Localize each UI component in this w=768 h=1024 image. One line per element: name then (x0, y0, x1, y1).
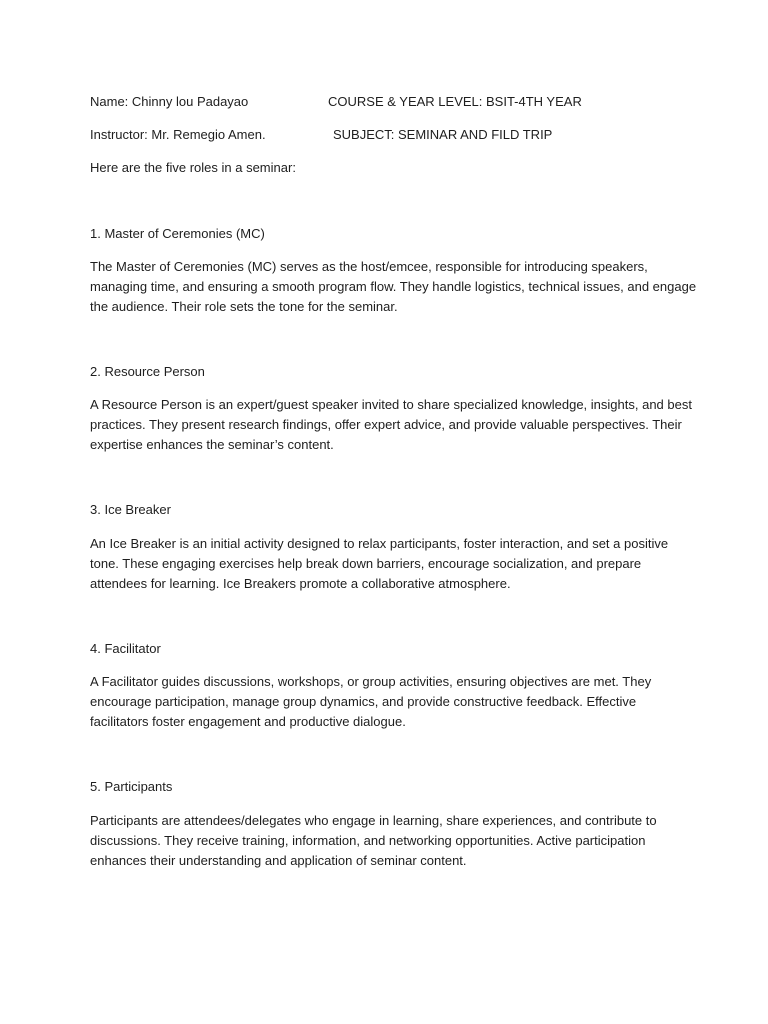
student-name: Name: Chinny lou Padayao (90, 94, 249, 109)
paragraph-line: facilitators foster engagement and productive dialogue. (90, 714, 406, 729)
role-heading: 5. Participants (90, 779, 173, 794)
role-heading: 1. Master of Ceremonies (MC) (90, 226, 265, 241)
paragraph-line: tone. These engaging exercises help break down barriers, encourage socialization, and prepare (90, 556, 642, 571)
role-description (90, 811, 690, 871)
role-heading: 2. Resource Person (90, 364, 205, 379)
role-description (90, 672, 690, 732)
paragraph-line: A Resource Person is an expert/guest speaker invited to share specialized knowledge, insights, and best (90, 397, 692, 412)
instructor-name: Instructor: Mr. Remegio Amen. (90, 127, 266, 142)
subject: SUBJECT: SEMINAR AND FILD TRIP (333, 127, 553, 142)
paragraph-line: the audience. Their role sets the tone for the seminar. (90, 299, 398, 314)
intro-text: Here are the five roles in a seminar: (90, 160, 296, 175)
paragraph-line: The Master of Ceremonies (MC) serves as the host/emcee, responsible for introducing speakers, (90, 259, 648, 274)
paragraph-line: An Ice Breaker is an initial activity designed to relax participants, foster interaction, and set a positive (90, 536, 669, 551)
role-description (90, 395, 690, 455)
course-year-level: COURSE & YEAR LEVEL: BSIT-4TH YEAR (328, 94, 582, 109)
paragraph-line: encourage participation, manage group dynamics, and provide constructive feedback. Effective (90, 694, 637, 709)
paragraph-line: Participants are attendees/delegates who engage in learning, share experiences, and contribute to (90, 813, 657, 828)
role-description (90, 257, 697, 317)
paragraph-line: attendees for learning. Ice Breakers promote a collaborative atmosphere. (90, 576, 511, 591)
paragraph-line: practices. They present research findings, offer expert advice, and provide valuable perspectives. Their (90, 417, 682, 432)
paragraph-line: managing time, and ensuring a smooth program flow. They handle logistics, technical issues, and engage (90, 279, 697, 294)
paragraph-line: discussions. They receive training, information, and networking opportunities. Active participation (90, 833, 646, 848)
paragraph-line: expertise enhances the seminar’s content. (90, 437, 334, 452)
role-heading: 3. Ice Breaker (90, 502, 171, 517)
role-description (90, 534, 690, 594)
paragraph-line: A Facilitator guides discussions, workshops, or group activities, ensuring objectives are met. They (90, 674, 652, 689)
role-heading: 4. Facilitator (90, 641, 161, 656)
paragraph-line: enhances their understanding and application of seminar content. (90, 853, 467, 868)
